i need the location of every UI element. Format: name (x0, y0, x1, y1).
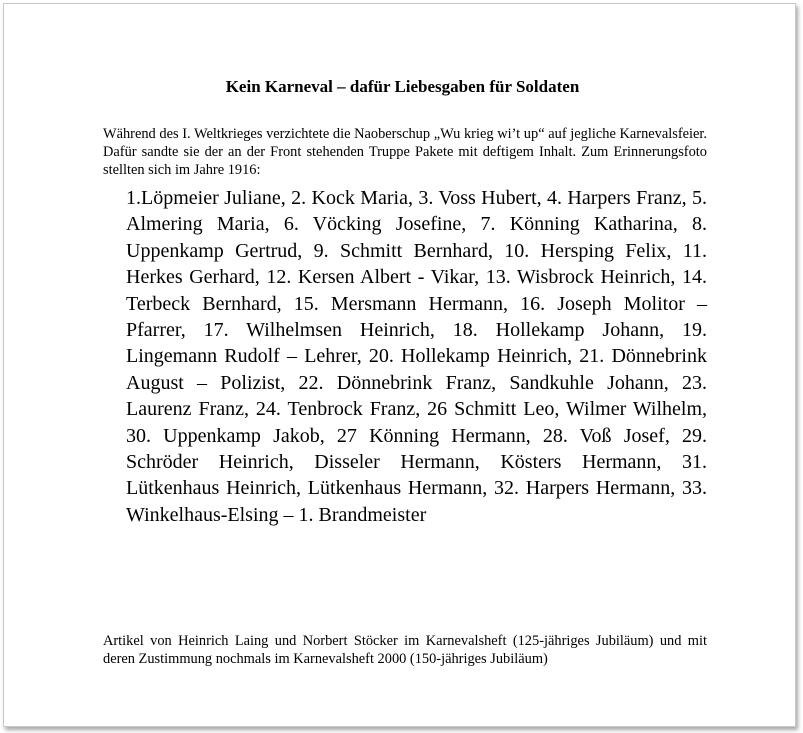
names-list: 1.Löpmeier Juliane, 2. Kock Maria, 3. Voss Hubert, 4. Harpers Franz, 5. Almering Maria, 6. Vöcking Josefine, 7. Könning Katharina, 8. Uppenkamp Gertrud, 9. Schmitt Bernhard, 10. Hersping Felix, 11. Herkes Gerhard, 12. Kersen Albert - Vikar, 13. Wisbrock Heinrich, 14. Terbeck Bernhard, 15. Mersmann Hermann, 16. Joseph Molitor – Pfarrer, 17. Wilhelmsen Heinrich, 18. Hollekamp Johann, 19. Lingemann Rudolf – Lehrer, 20. Hollekamp Heinrich, 21. Dönnebrink August – Polizist, 22. Dönnebrink Franz, Sandkuhle Johann, 23. Laurenz Franz, 24. Tenbrock Franz, 26 Schmitt Leo, Wilmer Wilhelm, 30. Uppenkamp Jakob, 27 Könning Hermann, 28. Voß Josef, 29. Schröder Heinrich, Disseler Hermann, Kösters Hermann, 31. Lütkenhaus Heinrich, Lütkenhaus Hermann, 32. Harpers Hermann, 33. Winkelhaus-Elsing – 1. Brandmeister (126, 187, 707, 526)
document-page (3, 3, 796, 727)
credit-paragraph: Artikel von Heinrich Laing und Norbert Stöcker im Karnevalsheft (125-jähriges Jubiläum) und mit deren Zustimmung nochmals im Karnevalsheft 2000 (150-jähriges Jubiläum) (103, 633, 707, 667)
intro-paragraph: Während des I. Weltkrieges verzichtete die Naoberschup „Wu krieg wi’t up“ auf jegliche Karnevalsfeier. Dafür sandte sie der an der Front stehenden Truppe Pakete mit deftigem Inhalt. Zum Erinnerungsfoto stellten sich im Jahre 1916: (103, 126, 707, 178)
document-title: Kein Karneval – dafür Liebesgaben für Soldaten (225, 77, 580, 96)
